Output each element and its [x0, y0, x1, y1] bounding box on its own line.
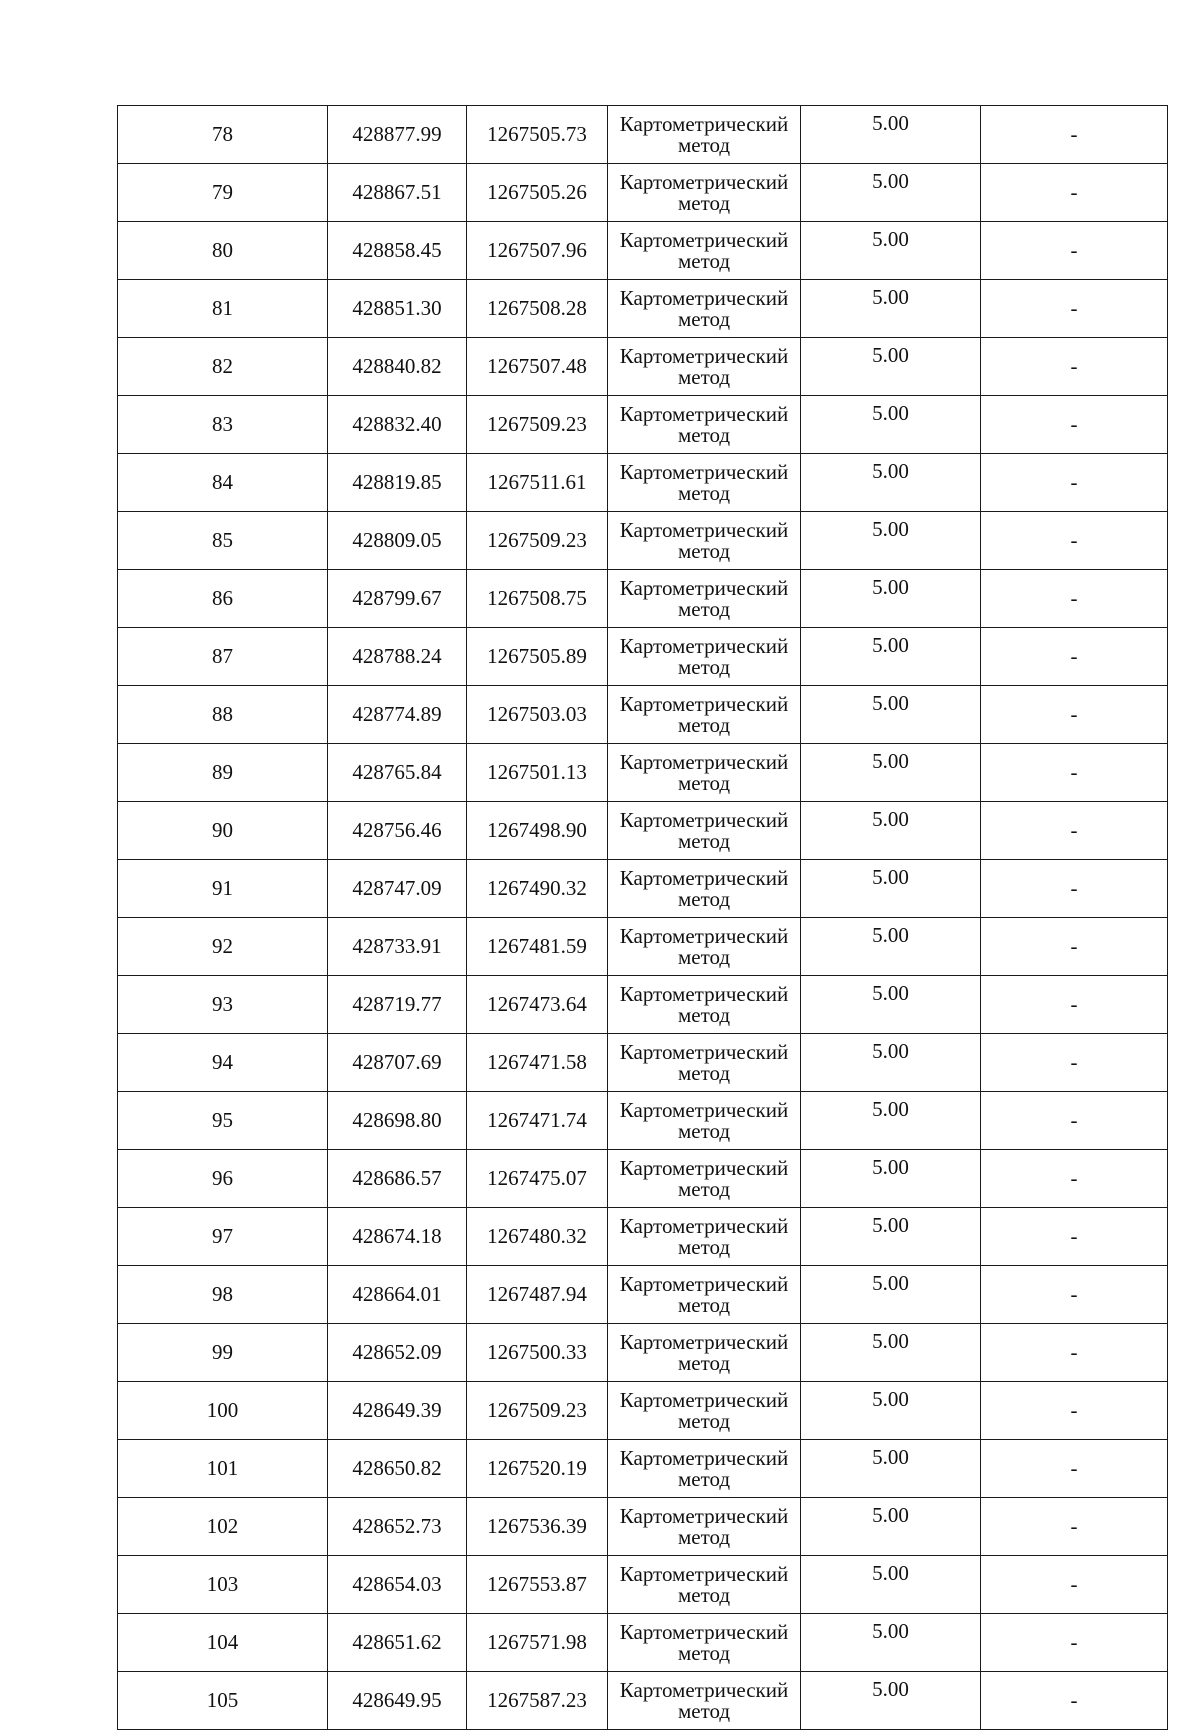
method-line-1: Картометрический: [619, 1677, 789, 1702]
x-coordinate-cell: 428733.91: [328, 918, 467, 976]
accuracy-cell: 5.00: [801, 1498, 981, 1556]
accuracy-cell: 5.00: [801, 1556, 981, 1614]
description-cell: -: [981, 860, 1168, 918]
y-coordinate-cell: 1267481.59: [467, 918, 608, 976]
accuracy-cell: 5.00: [801, 338, 981, 396]
table-row: [118, 976, 1168, 1034]
x-coordinate-cell: 428719.77: [328, 976, 467, 1034]
method-line-2: метод: [677, 1524, 731, 1549]
y-coordinate-cell: 1267505.89: [467, 628, 608, 686]
method-line-1: Картометрический: [619, 981, 789, 1006]
method-cell: [608, 860, 801, 918]
method-line-2: метод: [677, 886, 731, 911]
description-cell: -: [981, 918, 1168, 976]
y-coordinate-cell: 1267471.74: [467, 1092, 608, 1150]
method-line-2: метод: [677, 1060, 731, 1085]
method-line-2: метод: [677, 1698, 731, 1723]
method-line-2: метод: [677, 422, 731, 447]
x-coordinate-cell: 428756.46: [328, 802, 467, 860]
coordinates-table-body: [118, 106, 1168, 1730]
x-coordinate-cell: 428832.40: [328, 396, 467, 454]
y-coordinate-cell: 1267487.94: [467, 1266, 608, 1324]
x-coordinate-cell: 428877.99: [328, 106, 467, 164]
method-cell: [608, 338, 801, 396]
table-row: [118, 570, 1168, 628]
x-coordinate-cell: 428674.18: [328, 1208, 467, 1266]
table-row: [118, 744, 1168, 802]
method-cell: [608, 802, 801, 860]
y-coordinate-cell: 1267503.03: [467, 686, 608, 744]
description-cell: -: [981, 1498, 1168, 1556]
y-coordinate-cell: 1267571.98: [467, 1614, 608, 1672]
method-line-1: Картометрический: [619, 1155, 789, 1180]
y-coordinate-cell: 1267508.75: [467, 570, 608, 628]
method-cell: [608, 396, 801, 454]
description-cell: -: [981, 744, 1168, 802]
point-number-cell: 78: [118, 106, 328, 164]
method-line-1: Картометрический: [619, 807, 789, 832]
method-cell: [608, 976, 801, 1034]
method-line-1: Картометрический: [619, 749, 789, 774]
x-coordinate-cell: 428765.84: [328, 744, 467, 802]
method-line-1: Картометрический: [619, 1619, 789, 1644]
table-row: [118, 1034, 1168, 1092]
y-coordinate-cell: 1267471.58: [467, 1034, 608, 1092]
point-number-cell: 98: [118, 1266, 328, 1324]
point-number-cell: 86: [118, 570, 328, 628]
y-coordinate-cell: 1267508.28: [467, 280, 608, 338]
point-number-cell: 97: [118, 1208, 328, 1266]
accuracy-cell: 5.00: [801, 628, 981, 686]
y-coordinate-cell: 1267505.73: [467, 106, 608, 164]
x-coordinate-cell: 428652.09: [328, 1324, 467, 1382]
point-number-cell: 104: [118, 1614, 328, 1672]
x-coordinate-cell: 428774.89: [328, 686, 467, 744]
point-number-cell: 89: [118, 744, 328, 802]
description-cell: -: [981, 1092, 1168, 1150]
x-coordinate-cell: 428747.09: [328, 860, 467, 918]
accuracy-cell: 5.00: [801, 1672, 981, 1730]
y-coordinate-cell: 1267473.64: [467, 976, 608, 1034]
description-cell: -: [981, 570, 1168, 628]
method-cell: [608, 1382, 801, 1440]
method-line-2: метод: [677, 944, 731, 969]
accuracy-cell: 5.00: [801, 1208, 981, 1266]
method-line-2: метод: [677, 1582, 731, 1607]
method-line-2: метод: [677, 480, 731, 505]
table-row: [118, 222, 1168, 280]
table-row: [118, 1382, 1168, 1440]
method-line-2: метод: [677, 1292, 731, 1317]
method-cell: [608, 1614, 801, 1672]
accuracy-cell: 5.00: [801, 1266, 981, 1324]
accuracy-cell: 5.00: [801, 686, 981, 744]
method-line-1: Картометрический: [619, 1329, 789, 1354]
method-cell: [608, 1150, 801, 1208]
table-row: [118, 802, 1168, 860]
description-cell: -: [981, 1440, 1168, 1498]
point-number-cell: 103: [118, 1556, 328, 1614]
method-line-1: Картометрический: [619, 401, 789, 426]
method-line-1: Картометрический: [619, 1503, 789, 1528]
description-cell: -: [981, 1614, 1168, 1672]
method-cell: [608, 106, 801, 164]
y-coordinate-cell: 1267511.61: [467, 454, 608, 512]
method-cell: [608, 1556, 801, 1614]
x-coordinate-cell: 428698.80: [328, 1092, 467, 1150]
method-cell: [608, 570, 801, 628]
method-cell: [608, 222, 801, 280]
y-coordinate-cell: 1267480.32: [467, 1208, 608, 1266]
accuracy-cell: 5.00: [801, 512, 981, 570]
description-cell: -: [981, 1382, 1168, 1440]
accuracy-cell: 5.00: [801, 280, 981, 338]
method-cell: [608, 686, 801, 744]
accuracy-cell: 5.00: [801, 1382, 981, 1440]
point-number-cell: 93: [118, 976, 328, 1034]
table-row: [118, 1150, 1168, 1208]
x-coordinate-cell: 428649.95: [328, 1672, 467, 1730]
point-number-cell: 102: [118, 1498, 328, 1556]
method-cell: [608, 918, 801, 976]
table-row: [118, 512, 1168, 570]
point-number-cell: 87: [118, 628, 328, 686]
table-row: [118, 628, 1168, 686]
point-number-cell: 92: [118, 918, 328, 976]
y-coordinate-cell: 1267507.96: [467, 222, 608, 280]
accuracy-cell: 5.00: [801, 396, 981, 454]
method-cell: [608, 1672, 801, 1730]
accuracy-cell: 5.00: [801, 1092, 981, 1150]
x-coordinate-cell: 428867.51: [328, 164, 467, 222]
method-line-2: метод: [677, 1408, 731, 1433]
method-cell: [608, 1440, 801, 1498]
method-line-2: метод: [677, 770, 731, 795]
point-number-cell: 96: [118, 1150, 328, 1208]
accuracy-cell: 5.00: [801, 860, 981, 918]
method-cell: [608, 628, 801, 686]
x-coordinate-cell: 428650.82: [328, 1440, 467, 1498]
table-row: [118, 918, 1168, 976]
x-coordinate-cell: 428652.73: [328, 1498, 467, 1556]
method-line-1: Картометрический: [619, 1445, 789, 1470]
table-row: [118, 106, 1168, 164]
description-cell: -: [981, 106, 1168, 164]
description-cell: -: [981, 1034, 1168, 1092]
description-cell: -: [981, 686, 1168, 744]
description-cell: -: [981, 1672, 1168, 1730]
x-coordinate-cell: 428707.69: [328, 1034, 467, 1092]
table-row: [118, 1092, 1168, 1150]
table-row: [118, 338, 1168, 396]
point-number-cell: 85: [118, 512, 328, 570]
method-cell: [608, 1092, 801, 1150]
method-line-1: Картометрический: [619, 227, 789, 252]
method-line-2: метод: [677, 828, 731, 853]
method-line-1: Картометрический: [619, 1039, 789, 1064]
y-coordinate-cell: 1267509.23: [467, 1382, 608, 1440]
y-coordinate-cell: 1267507.48: [467, 338, 608, 396]
point-number-cell: 95: [118, 1092, 328, 1150]
method-cell: [608, 744, 801, 802]
method-cell: [608, 164, 801, 222]
method-line-2: метод: [677, 1002, 731, 1027]
method-line-1: Картометрический: [619, 865, 789, 890]
x-coordinate-cell: 428799.67: [328, 570, 467, 628]
method-line-2: метод: [677, 1118, 731, 1143]
description-cell: -: [981, 976, 1168, 1034]
x-coordinate-cell: 428664.01: [328, 1266, 467, 1324]
point-number-cell: 81: [118, 280, 328, 338]
method-cell: [608, 1498, 801, 1556]
method-cell: [608, 1208, 801, 1266]
table-row: [118, 164, 1168, 222]
method-line-2: метод: [677, 1234, 731, 1259]
table-row: [118, 1266, 1168, 1324]
point-number-cell: 100: [118, 1382, 328, 1440]
table-row: [118, 396, 1168, 454]
method-line-1: Картометрический: [619, 1271, 789, 1296]
y-coordinate-cell: 1267501.13: [467, 744, 608, 802]
x-coordinate-cell: 428851.30: [328, 280, 467, 338]
point-number-cell: 82: [118, 338, 328, 396]
accuracy-cell: 5.00: [801, 1034, 981, 1092]
description-cell: -: [981, 1266, 1168, 1324]
method-line-2: метод: [677, 654, 731, 679]
method-line-1: Картометрический: [619, 575, 789, 600]
y-coordinate-cell: 1267509.23: [467, 512, 608, 570]
method-line-2: метод: [677, 248, 731, 273]
accuracy-cell: 5.00: [801, 918, 981, 976]
method-line-1: Картометрический: [619, 633, 789, 658]
method-line-1: Картометрический: [619, 1561, 789, 1586]
description-cell: -: [981, 628, 1168, 686]
table-row: [118, 1614, 1168, 1672]
method-line-1: Картометрический: [619, 111, 789, 136]
point-number-cell: 84: [118, 454, 328, 512]
y-coordinate-cell: 1267475.07: [467, 1150, 608, 1208]
y-coordinate-cell: 1267553.87: [467, 1556, 608, 1614]
method-cell: [608, 454, 801, 512]
method-line-2: метод: [677, 1640, 731, 1665]
y-coordinate-cell: 1267500.33: [467, 1324, 608, 1382]
accuracy-cell: 5.00: [801, 744, 981, 802]
point-number-cell: 88: [118, 686, 328, 744]
x-coordinate-cell: 428788.24: [328, 628, 467, 686]
accuracy-cell: 5.00: [801, 802, 981, 860]
y-coordinate-cell: 1267520.19: [467, 1440, 608, 1498]
point-number-cell: 80: [118, 222, 328, 280]
method-line-1: Картометрический: [619, 1387, 789, 1412]
accuracy-cell: 5.00: [801, 1324, 981, 1382]
method-line-2: метод: [677, 596, 731, 621]
table-row: [118, 454, 1168, 512]
table-row: [118, 1556, 1168, 1614]
table-row: [118, 1672, 1168, 1730]
accuracy-cell: 5.00: [801, 1440, 981, 1498]
method-line-1: Картометрический: [619, 691, 789, 716]
x-coordinate-cell: 428858.45: [328, 222, 467, 280]
method-cell: [608, 1266, 801, 1324]
point-number-cell: 90: [118, 802, 328, 860]
table-row: [118, 686, 1168, 744]
x-coordinate-cell: 428649.39: [328, 1382, 467, 1440]
description-cell: -: [981, 396, 1168, 454]
y-coordinate-cell: 1267587.23: [467, 1672, 608, 1730]
method-line-1: Картометрический: [619, 517, 789, 542]
method-line-2: метод: [677, 364, 731, 389]
method-line-2: метод: [677, 132, 731, 157]
accuracy-cell: 5.00: [801, 976, 981, 1034]
description-cell: -: [981, 338, 1168, 396]
table-row: [118, 860, 1168, 918]
x-coordinate-cell: 428840.82: [328, 338, 467, 396]
x-coordinate-cell: 428651.62: [328, 1614, 467, 1672]
description-cell: -: [981, 164, 1168, 222]
description-cell: -: [981, 512, 1168, 570]
x-coordinate-cell: 428654.03: [328, 1556, 467, 1614]
method-cell: [608, 512, 801, 570]
table-row: [118, 1208, 1168, 1266]
method-line-1: Картометрический: [619, 1097, 789, 1122]
method-line-1: Картометрический: [619, 1213, 789, 1238]
y-coordinate-cell: 1267490.32: [467, 860, 608, 918]
accuracy-cell: 5.00: [801, 454, 981, 512]
description-cell: -: [981, 222, 1168, 280]
table-row: [118, 1324, 1168, 1382]
coordinates-table: [117, 105, 1168, 1730]
accuracy-cell: 5.00: [801, 1150, 981, 1208]
description-cell: -: [981, 1324, 1168, 1382]
description-cell: -: [981, 802, 1168, 860]
method-line-1: Картометрический: [619, 343, 789, 368]
point-number-cell: 79: [118, 164, 328, 222]
method-line-2: метод: [677, 1350, 731, 1375]
accuracy-cell: 5.00: [801, 164, 981, 222]
method-line-1: Картометрический: [619, 169, 789, 194]
point-number-cell: 101: [118, 1440, 328, 1498]
method-cell: [608, 280, 801, 338]
point-number-cell: 83: [118, 396, 328, 454]
description-cell: -: [981, 1556, 1168, 1614]
y-coordinate-cell: 1267498.90: [467, 802, 608, 860]
method-line-2: метод: [677, 538, 731, 563]
method-line-1: Картометрический: [619, 923, 789, 948]
description-cell: -: [981, 280, 1168, 338]
table-row: [118, 1440, 1168, 1498]
x-coordinate-cell: 428809.05: [328, 512, 467, 570]
method-line-2: метод: [677, 1466, 731, 1491]
method-line-1: Картометрический: [619, 459, 789, 484]
x-coordinate-cell: 428686.57: [328, 1150, 467, 1208]
method-cell: [608, 1324, 801, 1382]
point-number-cell: 91: [118, 860, 328, 918]
description-cell: -: [981, 1150, 1168, 1208]
accuracy-cell: 5.00: [801, 1614, 981, 1672]
method-line-2: метод: [677, 1176, 731, 1201]
table-row: [118, 280, 1168, 338]
point-number-cell: 99: [118, 1324, 328, 1382]
accuracy-cell: 5.00: [801, 106, 981, 164]
x-coordinate-cell: 428819.85: [328, 454, 467, 512]
y-coordinate-cell: 1267505.26: [467, 164, 608, 222]
point-number-cell: 94: [118, 1034, 328, 1092]
method-line-1: Картометрический: [619, 285, 789, 310]
point-number-cell: 105: [118, 1672, 328, 1730]
method-line-2: метод: [677, 190, 731, 215]
accuracy-cell: 5.00: [801, 570, 981, 628]
table-row: [118, 1498, 1168, 1556]
accuracy-cell: 5.00: [801, 222, 981, 280]
method-cell: [608, 1034, 801, 1092]
description-cell: -: [981, 1208, 1168, 1266]
description-cell: -: [981, 454, 1168, 512]
y-coordinate-cell: 1267536.39: [467, 1498, 608, 1556]
y-coordinate-cell: 1267509.23: [467, 396, 608, 454]
method-line-2: метод: [677, 306, 731, 331]
method-line-2: метод: [677, 712, 731, 737]
